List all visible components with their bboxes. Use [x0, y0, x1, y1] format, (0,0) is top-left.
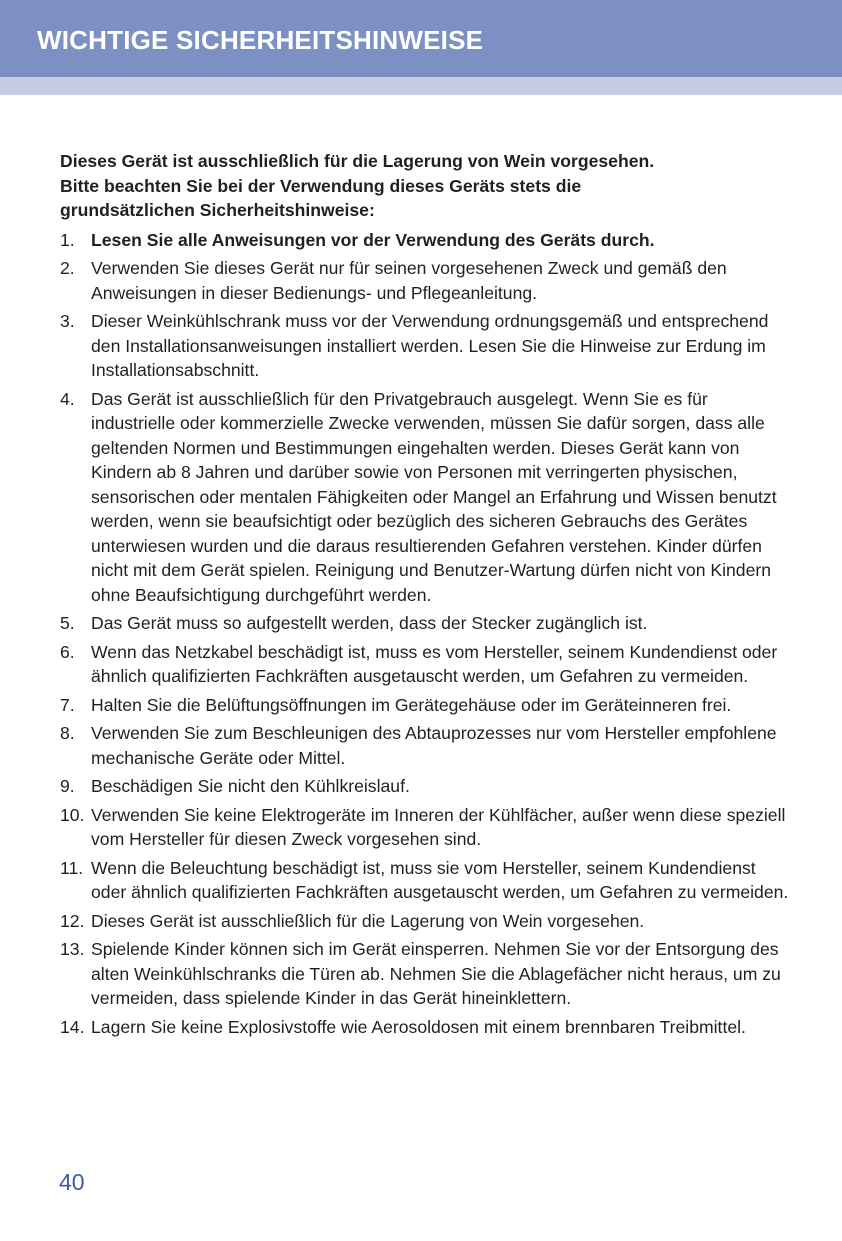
list-item-text: Halten Sie die Belüftungsöffnungen im Gerätegehäuse oder im Geräteinneren frei. — [91, 694, 732, 715]
list-item-text: Dieses Gerät ist ausschließlich für die Lagerung von Wein vorgesehen. — [91, 910, 645, 931]
list-item-text: Verwenden Sie zum Beschleunigen des Abtauprozesses nur vom Hersteller empfohlene mechanische Geräte oder Mittel. — [91, 723, 777, 768]
list-item — [60, 387, 790, 608]
page-number: 40 — [59, 1169, 85, 1195]
page-title: WICHTIGE SICHERHEITSHINWEISE — [37, 25, 484, 55]
intro-line-2: Bitte beachten Sie bei der Verwendung dieses Geräts stets die — [60, 175, 582, 196]
list-item-text: Das Gerät ist ausschließlich für den Privatgebrauch ausgelegt. Wenn Sie es für industrielle oder kommerzielle Zwecke verwenden, müssen Sie dafür sorgen, dass alle geltenden Normen und Bestimmungen eingehalten werden. Dieses Gerät kann von Kindern ab 8 Jahren und darüber sowie von Personen mit verringerten physischen, sensorischen oder mentalen Fähigkeiten oder Mangel an Erfahrung und Wissen benutzt werden, wenn sie beaufsichtigt oder bezüglich des sicheren Gebrauchs des Gerätes unterwiesen wurden und die daraus resultierenden Gefahren verstehen. Kinder dürfen nicht mit dem Gerät spielen. Reinigung und Benutzer-Wartung dürfen nicht von Kindern ohne Beaufsichtigung durchgeführt werden. — [91, 388, 777, 605]
list-item-text: Das Gerät muss so aufgestellt werden, dass der Stecker zugänglich ist. — [91, 613, 648, 633]
list-item-text: Dieser Weinkühlschrank muss vor der Verwendung ordnungsgemäß und entsprechend den Installationsanweisungen installiert werden. Lesen Sie die Hinweise zur Erdung im Installationsabschnitt. — [91, 311, 769, 380]
list-item — [60, 774, 790, 799]
list-item-number: 2. — [60, 258, 75, 278]
list-item-text: Lesen Sie alle Anweisungen vor der Verwendung des Geräts durch. — [91, 229, 655, 250]
intro-text — [60, 149, 790, 223]
list-item — [60, 803, 790, 852]
list-item — [60, 909, 790, 934]
list-item-number: 1. — [60, 229, 75, 250]
list-item — [60, 611, 790, 636]
list-item-number: 13. — [60, 939, 85, 959]
list-item-number: 12. — [60, 910, 85, 931]
list-item-text: Verwenden Sie dieses Gerät nur für seinen vorgesehenen Zweck und gemäß den Anweisungen in dieser Bedienungs- und Pflegeanleitung. — [91, 258, 727, 303]
list-item — [60, 640, 790, 689]
list-item-text: Wenn das Netzkabel beschädigt ist, muss es vom Hersteller, seinem Kundendienst oder ähnlich qualifizierten Fachkräften ausgetauscht werden, um Gefahren zu vermeiden. — [91, 641, 778, 686]
list-item — [60, 1015, 790, 1040]
list-item-number: 7. — [60, 694, 75, 715]
safety-instructions — [60, 149, 790, 1043]
list-item-text: Verwenden Sie keine Elektrogeräte im Inneren der Kühlfächer, außer wenn diese speziell vom Hersteller für diesen Zweck vorgesehen sind. — [91, 804, 786, 849]
list-item — [60, 228, 790, 253]
list-item-text: Wenn die Beleuchtung beschädigt ist, muss sie vom Hersteller, seinem Kundendienst oder ähnlich qualifizierten Fachkräften ausgetauscht werden, um Gefahren zu vermeiden. — [91, 857, 789, 902]
intro-line-1: Dieses Gerät ist ausschließlich für die Lagerung von Wein vorgesehen. — [60, 151, 655, 171]
list-item-number: 3. — [60, 311, 75, 331]
list-item-text: Spielende Kinder können sich im Gerät einsperren. Nehmen Sie vor der Entsorgung des alten Weinkühlschranks die Türen ab. Nehmen Sie die Ablagefächer nicht heraus, um zu vermeiden, dass spielende Kinder in das Gerät hineinklettern. — [91, 939, 781, 1008]
list-item — [60, 309, 790, 383]
list-item-number: 5. — [60, 613, 75, 633]
list-item — [60, 856, 790, 905]
list-item-number: 8. — [60, 723, 75, 743]
list-item — [60, 693, 790, 718]
list-item-number: 11. — [60, 857, 84, 878]
header-stripe — [0, 77, 842, 95]
list-item — [60, 256, 790, 305]
list-item-number: 4. — [60, 388, 75, 409]
list-item-text: Lagern Sie keine Explosivstoffe wie Aerosoldosen mit einem brennbaren Treibmittel. — [91, 1016, 746, 1037]
list-item — [60, 937, 790, 1011]
list-item-number: 14. — [60, 1016, 85, 1037]
list-item-number: 6. — [60, 641, 75, 662]
intro-line-3: grundsätzlichen Sicherheitshinweise: — [60, 200, 375, 220]
list-item — [60, 721, 790, 770]
list-item-text: Beschädigen Sie nicht den Kühlkreislauf. — [91, 776, 410, 796]
list-item-number: 10. — [60, 804, 85, 825]
safety-list — [60, 228, 790, 1040]
list-item-number: 9. — [60, 776, 75, 796]
